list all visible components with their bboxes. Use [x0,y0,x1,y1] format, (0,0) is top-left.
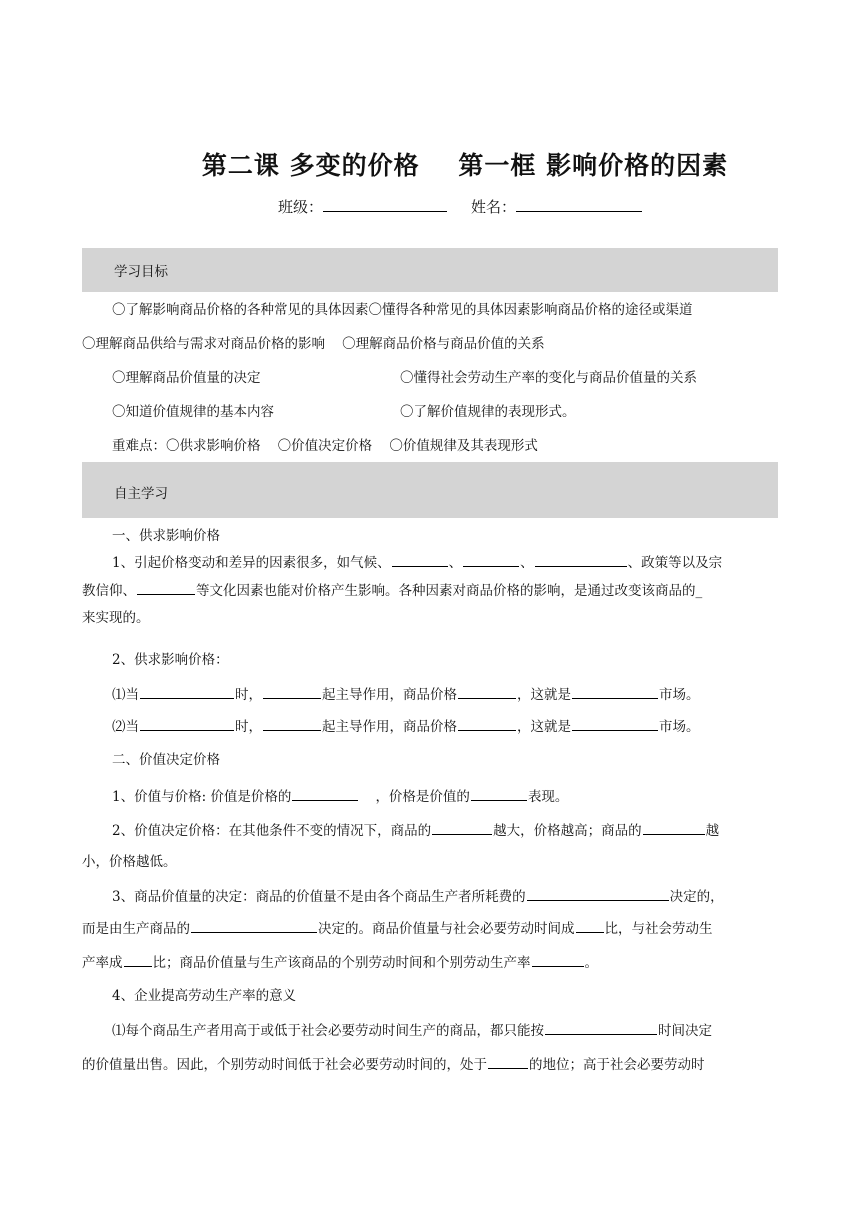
fill-blank[interactable] [432,820,492,835]
text: 越 [705,823,720,839]
text: 起主导作用，商品价格 [322,687,457,703]
fill-blank[interactable] [137,580,195,595]
fill-blank[interactable] [576,918,604,933]
fill-blank[interactable] [572,684,658,699]
text: 的地位；高于社会必要劳动时 [529,1057,705,1073]
fill-blank[interactable] [140,716,234,731]
text: 3、商品价值量的决定：商品的价值量不是由各个商品生产者所耗费的 [112,889,526,905]
paragraph-line [82,952,598,973]
fill-blank[interactable] [263,716,321,731]
page-title: 第二课 多变的价格 第一框 影响价格的因素 [201,151,729,180]
text: 的价值量出售。因此，个别劳动时间低于社会必要劳动时间的，处于 [82,1057,487,1073]
section-heading: 自主学习 [114,486,168,502]
goal-line: 〇知道价值规律的基本内容 [112,404,274,420]
text: 市场。 [659,687,700,703]
text: 时， [235,719,262,735]
text: 起主导作用，商品价格 [322,719,457,735]
text: 等文化因素也能对价格产生影响。各种因素对商品价格的影响，是通过改变该商品的_ [196,583,703,599]
text: 决定的， [669,889,724,905]
class-field[interactable] [323,197,447,212]
paragraph-line [112,684,700,705]
fill-blank[interactable] [488,1054,528,1069]
key-points-line: 重难点：〇供求影响价格 〇价值决定价格 〇价值规律及其表现形式 [112,438,538,454]
text: 。 [584,955,598,971]
student-info-line [278,196,642,217]
paragraph-line: 2、供求影响价格： [112,652,229,668]
text: 教信仰、 [82,583,136,599]
text: ⑴每个商品生产者用高于或低于社会必要劳动时间生产的商品，都只能按 [112,1023,544,1039]
fill-blank[interactable] [532,952,584,967]
paragraph-line [82,1054,705,1075]
section-band-self-study [82,462,778,518]
paragraph-line [112,786,568,807]
class-label: 班级： [278,198,324,216]
fill-blank[interactable] [572,716,658,731]
text: 市场。 [659,719,700,735]
name-field[interactable] [516,197,642,212]
paragraph-line [112,1020,712,1041]
text: 、 [520,555,534,571]
text: 决定的。商品价值量与社会必要劳动时间成 [318,921,575,937]
fill-blank[interactable] [140,684,234,699]
fill-blank[interactable] [535,552,627,567]
fill-blank[interactable] [191,918,317,933]
fill-blank[interactable] [458,716,516,731]
fill-blank[interactable] [392,552,448,567]
paragraph-line [112,820,719,841]
text: ，价格是价值的 [375,789,470,805]
paragraph-line: 小，价格越低。 [82,854,177,870]
text: 2、价值决定价格：在其他条件不变的情况下，商品的 [112,823,432,839]
text: 时， [235,687,262,703]
goal-line: 〇了解影响商品价格的各种常见的具体因素〇懂得各种常见的具体因素影响商品价格的途径或渠道 [112,302,693,318]
text: ⑴当 [112,687,139,703]
text: 时间决定 [658,1023,712,1039]
text: 越大，价格越高；商品的 [493,823,642,839]
paragraph-line [82,580,702,601]
fill-blank[interactable] [643,820,705,835]
fill-blank[interactable] [527,886,669,901]
subsection-title: 一、供求影响价格 [112,528,220,544]
text: 1、引起价格变动和差异的因素很多，如气候、 [112,555,391,571]
fill-blank[interactable] [463,552,519,567]
text: 产率成 [82,955,123,971]
text: 、政策等以及宗 [627,555,723,571]
text: 、 [448,555,463,571]
section-heading: 学习目标 [114,264,168,280]
paragraph-line [112,716,700,737]
section-band-goals [82,248,778,292]
text: 而是由生产商品的 [82,921,190,937]
fill-blank[interactable] [292,786,358,801]
text: 比；商品价值量与生产该商品的个别劳动时间和个别劳动生产率 [152,955,531,971]
goal-line: 〇了解价值规律的表现形式。 [400,404,576,420]
paragraph-line [112,886,724,907]
text: 比，与社会劳动生 [604,921,713,937]
fill-blank[interactable] [471,786,527,801]
fill-blank[interactable] [545,1020,657,1035]
text: ，这就是 [517,687,571,703]
subsection-title: 二、价值决定价格 [112,752,220,768]
text: 表现。 [527,789,569,805]
text: ⑵当 [112,719,139,735]
text: 1、价值与价格: 价值是价格的 [112,789,292,805]
fill-blank[interactable] [263,684,321,699]
paragraph-line: 来实现的。 [82,610,150,626]
paragraph-line [82,918,713,939]
goal-line: 〇懂得社会劳动生产率的变化与商品价值量的关系 [400,370,697,386]
goal-line: 〇理解商品价值量的决定 [112,370,261,386]
paragraph-line [112,552,722,573]
goal-line: 〇理解商品供给与需求对商品价格的影响 〇理解商品价格与商品价值的关系 [82,336,545,352]
paragraph-line: 4、企业提高劳动生产率的意义 [112,988,297,1004]
name-label: 姓名： [471,198,517,216]
fill-blank[interactable] [458,684,516,699]
text: ，这就是 [517,719,571,735]
fill-blank[interactable] [124,952,152,967]
